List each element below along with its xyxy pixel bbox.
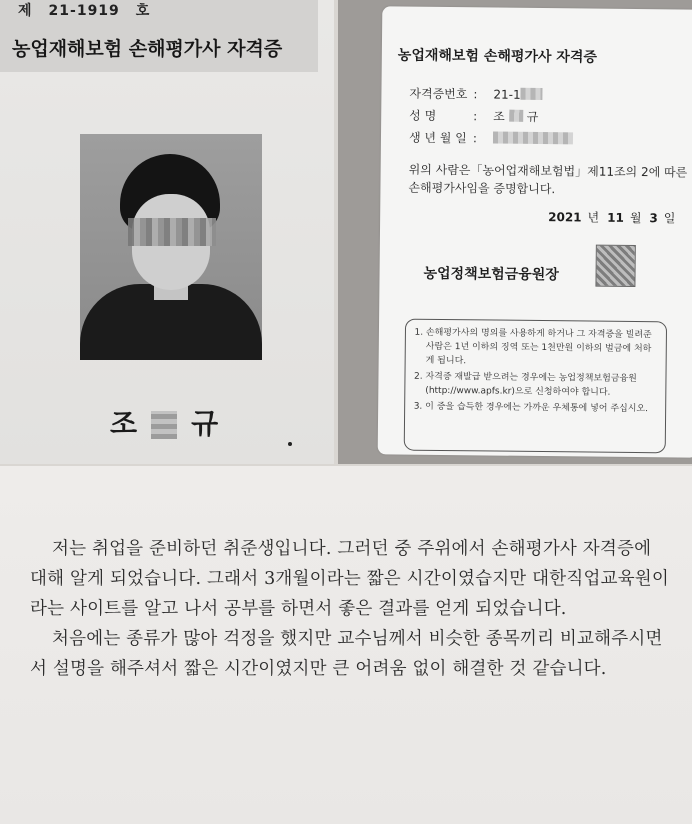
photo-privacy-blur bbox=[128, 218, 216, 246]
name-redaction bbox=[151, 411, 177, 439]
colon: : bbox=[473, 109, 478, 124]
date-day: 3 bbox=[649, 211, 658, 226]
birth-label: 생 년 월 일 bbox=[408, 130, 467, 146]
notes-box bbox=[404, 319, 667, 454]
cert-number-value: 21-1919 bbox=[48, 3, 120, 19]
colon: : bbox=[472, 131, 478, 146]
certificate-front bbox=[0, 0, 334, 464]
testimonial-paragraph: 처음에는 종류가 많아 걱정을 했지만 교수님께서 비슷한 종목끼리 비교해주시면서 설명을 해주셔서 짧은 시간이였지만 큰 어려움 없이 해결한 것 같습니다. bbox=[30, 629, 663, 679]
cert-suffix: 호 bbox=[135, 3, 151, 19]
official-seal bbox=[595, 245, 635, 287]
birth-row bbox=[409, 129, 573, 148]
colon: : bbox=[473, 87, 478, 102]
name-first: 조 bbox=[110, 407, 138, 440]
note-item: 2. 자격증 재발급 받으려는 경우에는 농업정책보험금융원(http://www.apfs.kr)으로 신청하여야 합니다. bbox=[425, 370, 657, 400]
cert-no-redaction bbox=[521, 88, 543, 100]
issue-date bbox=[548, 208, 683, 226]
name-last: 규 bbox=[191, 407, 219, 440]
cert-no-label: 자격증번호 bbox=[409, 86, 468, 102]
certification-statement: 위의 사람은「농어업재해보험법」제11조의 2에 따른 손해평가사임을 증명합니다. bbox=[408, 162, 688, 197]
certificate-number bbox=[18, 0, 166, 20]
testimonial-section bbox=[0, 466, 692, 824]
name-label: 성 명 bbox=[409, 108, 437, 123]
back-title: 농업재해보험 손해평가사 자격증 bbox=[397, 47, 598, 66]
holder-photo bbox=[80, 134, 262, 360]
dot-mark bbox=[288, 442, 292, 446]
note-item: 3. 이 증을 습득한 경우에는 가까운 우체통에 넣어 주십시오. bbox=[425, 400, 657, 416]
cert-no-row bbox=[409, 85, 542, 103]
note-item: 1. 손해평가사의 명의를 사용하게 하거나 그 자격증을 빌려준 사람은 1년 이하의 징역 또는 1천만원 이하의 벌금에 처하게 됩니다. bbox=[426, 326, 658, 370]
birth-redaction bbox=[493, 132, 573, 145]
holder-name bbox=[110, 402, 218, 442]
issuer-name: 농업정책보험금융원장 bbox=[423, 265, 559, 284]
back-name-last: 규 bbox=[526, 109, 539, 124]
date-month: 11 bbox=[607, 210, 624, 225]
certificate-back-photo bbox=[338, 0, 692, 464]
certificate-back bbox=[378, 6, 692, 457]
date-year: 2021 bbox=[548, 210, 582, 225]
testimonial-text bbox=[30, 534, 670, 684]
cert-no-value: 21-1 bbox=[493, 87, 521, 102]
cert-prefix: 제 bbox=[18, 3, 33, 19]
date-month-unit: 월 bbox=[629, 210, 642, 226]
back-name-first: 조 bbox=[493, 109, 505, 124]
certificate-title: 농업재해보험 손해평가사 자격증 bbox=[12, 38, 283, 60]
testimonial-paragraph: 저는 취업을 준비하던 취준생입니다. 그러던 중 주위에서 손해평가사 자격증에 대해 알게 되었습니다. 그래서 3개월이라는 짧은 시간이였습지만 대한직업교육원이라는 사이트를 알고 나서 공부를 하면서 좋은 결과를 얻게 되었습니다. bbox=[30, 539, 670, 619]
date-day-unit: 일 bbox=[663, 211, 676, 226]
name-row bbox=[409, 107, 538, 125]
date-year-unit: 년 bbox=[587, 210, 600, 225]
back-name-redaction bbox=[509, 110, 523, 122]
